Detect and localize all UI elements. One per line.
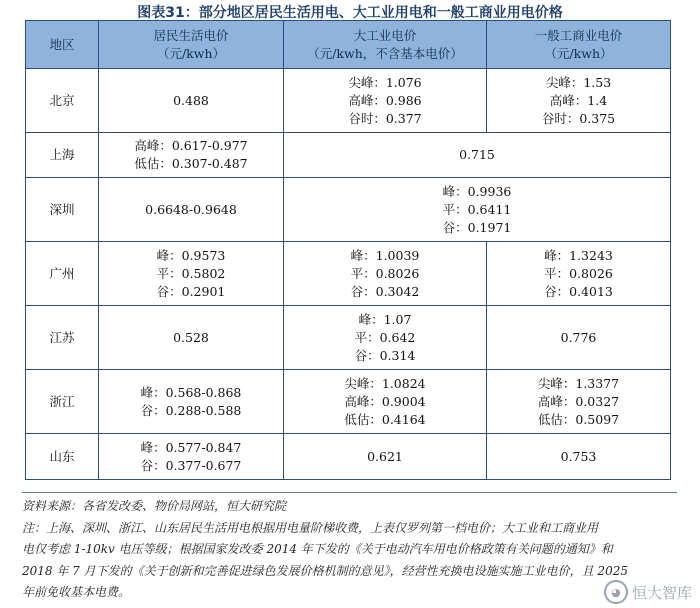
source-note: 资料来源：各省发改委、物价局网站，恒大研究院 <box>22 499 287 513</box>
region-cell: 深圳 <box>26 178 99 242</box>
footnote-line: 2018 年 7 月下发的《关于创新和完善促进绿色发展价格机制的意见》，经营性充换电设施实施工业电价，且 2025 <box>22 563 628 578</box>
header-industrial: 大工业电价 （元/kwh，不含基本电价） <box>284 21 487 69</box>
residential-cell: 峰：0.9573 平：0.5802 谷：0.2901 <box>99 242 284 306</box>
industrial-cell: 尖峰：1.076 高峰：0.986 谷时：0.377 <box>284 69 487 133</box>
region-cell: 浙江 <box>26 370 99 434</box>
table-row-beijing <box>26 69 671 133</box>
residential-cell: 峰：0.568-0.868 谷：0.288-0.588 <box>99 370 284 434</box>
commercial-cell: 尖峰：1.53 高峰：1.4 谷时：0.375 <box>487 69 671 133</box>
industrial-cell: 峰：1.0039 平：0.8026 谷：0.3042 <box>284 242 487 306</box>
region-cell: 北京 <box>26 69 99 133</box>
header-region: 地区 <box>26 21 99 69</box>
industrial-cell: 0.621 <box>284 434 487 480</box>
commercial-cell: 峰：1.3243 平：0.8026 谷：0.4013 <box>487 242 671 306</box>
electricity-price-table <box>25 20 671 480</box>
residential-cell: 0.488 <box>99 69 284 133</box>
footnote-line: 电仅考虑 1-10kv 电压等级；根据国家发改委 2014 年下发的《关于电动汽车用电价格政策有关问题的通知》和 <box>22 542 613 556</box>
wechat-icon: ◕ <box>604 580 628 604</box>
commercial-cell: 0.753 <box>487 434 671 480</box>
watermark-text: 恒大智库 <box>631 583 692 602</box>
table-row-shanghai <box>26 133 671 178</box>
residential-cell: 峰：0.577-0.847 谷：0.377-0.677 <box>99 434 284 480</box>
region-cell: 上海 <box>26 133 99 178</box>
notes-block <box>22 496 686 604</box>
region-cell: 广州 <box>26 242 99 306</box>
commercial-cell: 0.776 <box>487 306 671 370</box>
watermark <box>604 580 692 604</box>
header-residential: 居民生活电价 （元/kwh） <box>99 21 284 69</box>
region-cell: 江苏 <box>26 306 99 370</box>
table-row-shenzhen <box>26 178 671 242</box>
industrial-cell: 尖峰：1.0824 高峰：0.9004 低估：0.4164 <box>284 370 487 434</box>
header-row <box>26 21 671 69</box>
region-cell: 山东 <box>26 434 99 480</box>
merged-price-cell: 峰：0.9936 平：0.6411 谷：0.1971 <box>284 178 671 242</box>
residential-cell: 高峰：0.617-0.977 低估：0.307-0.487 <box>99 133 284 178</box>
commercial-cell: 尖峰：1.3377 高峰：0.0327 低估：0.5097 <box>487 370 671 434</box>
footnote-line: 年前免收基本电费。 <box>22 585 131 599</box>
table-title: 图表31：部分地区居民生活用电、大工业用电和一般工商业用电价格 <box>137 5 563 21</box>
footnote-line: 注：上海、深圳、浙江、山东居民生活用电根据用电量阶梯收费，上表仅罗列第一档电价；大工业和工商业用 <box>22 520 599 535</box>
residential-cell: 0.528 <box>99 306 284 370</box>
industrial-cell: 峰：1.07 平：0.642 谷：0.314 <box>284 306 487 370</box>
table-row-zhejiang <box>26 370 671 434</box>
residential-cell: 0.6648-0.9648 <box>99 178 284 242</box>
header-commercial: 一般工商业电价 （元/kwh） <box>487 21 671 69</box>
table-row-shandong <box>26 434 671 480</box>
table-row-jiangsu <box>26 306 671 370</box>
merged-price-cell: 0.715 <box>284 133 671 178</box>
notes-divider <box>22 492 677 493</box>
table-row-guangzhou <box>26 242 671 306</box>
